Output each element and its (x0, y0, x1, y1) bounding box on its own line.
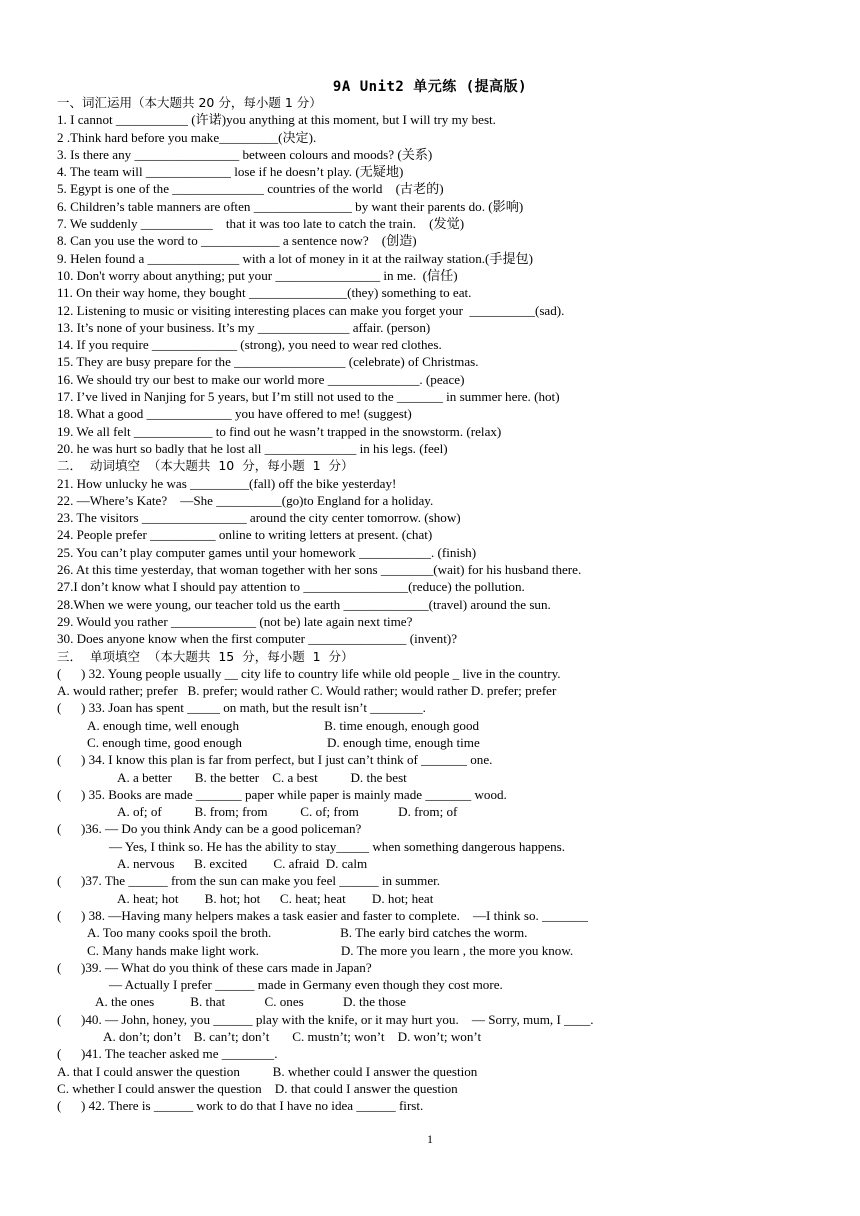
section-heading: 二． 动词填空 （本大题共 10 分，每小题 1 分） (57, 458, 354, 474)
question-line: 6. Children’s table manners are often _______________ by want their parents do. (影响) (57, 198, 524, 214)
question-line: A. of; of B. from; from C. of; from D. from; of (117, 804, 458, 820)
question-line: 12. Listening to music or visiting interesting places can make you forget your __________(sad). (57, 302, 565, 318)
question-line: 9. Helen found a ______________ with a lot of money in it at the railway station.(手提包) (57, 250, 534, 266)
question-line: 10. Don't worry about anything; put your ________________ in me. (信任) (57, 267, 458, 283)
question-line: 5. Egypt is one of the ______________ countries of the world (古老的) (57, 181, 444, 197)
question-line: 28.When we were young, our teacher told us the earth _____________(travel) around the sun. (57, 596, 551, 612)
question-line: 4. The team will _____________ lose if he doesn’t play. (无疑地) (57, 164, 404, 180)
exercise-body (57, 94, 847, 1115)
question-line: 23. The visitors ________________ around the city center tomorrow. (show) (57, 510, 461, 526)
question-line: ( ) 35. Books are made _______ paper while paper is mainly made _______ wood. (57, 786, 507, 802)
question-line: C. whether I could answer the question D. that could I answer the question (57, 1080, 458, 1096)
question-line: 11. On their way home, they bought _______________(they) something to eat. (57, 285, 472, 301)
question-line: — Actually I prefer ______ made in Germany even though they cost more. (109, 977, 503, 993)
question-line: ( )36. — Do you think Andy can be a good policeman? (57, 821, 362, 837)
question-line: 30. Does anyone know when the first computer _______________ (invent)? (57, 631, 458, 647)
question-line: A. heat; hot B. hot; hot C. heat; heat D. hot; heat (117, 890, 434, 906)
question-line: 8. Can you use the word to ____________ a sentence now? (创造) (57, 233, 417, 249)
question-line: 19. We all felt ____________ to find out he wasn’t trapped in the snowstorm. (relax) (57, 423, 502, 439)
question-line: 16. We should try our best to make our world more ______________. (peace) (57, 371, 465, 387)
question-line: A. enough time, well enough B. time enough, enough good (87, 717, 480, 733)
question-line: A. Too many cooks spoil the broth. B. The early bird catches the worm. (87, 925, 528, 941)
question-line: 21. How unlucky he was _________(fall) off the bike yesterday! (57, 475, 397, 491)
question-line: 15. They are busy prepare for the _________________ (celebrate) of Christmas. (57, 354, 479, 370)
question-line: C. Many hands make light work. D. The more you learn , the more you know. (87, 942, 574, 958)
question-line: C. enough time, good enough D. enough time, enough time (87, 734, 480, 750)
question-line: A. that I could answer the question B. whether could I answer the question (57, 1063, 478, 1079)
question-line: ( )41. The teacher asked me ________. (57, 1046, 278, 1062)
question-line: 26. At this time yesterday, that woman together with her sons ________(wait) for his husband there. (57, 562, 582, 578)
question-line: 7. We suddenly ___________ that it was too late to catch the train. (发觉) (57, 216, 465, 232)
question-line: ( )37. The ______ from the sun can make you feel ______ in summer. (57, 873, 441, 889)
question-line: ( )39. — What do you think of these cars made in Japan? (57, 959, 372, 975)
question-line: A. don’t; don’t B. can’t; don’t C. mustn’t; won’t D. won’t; won’t (103, 1029, 482, 1045)
question-line: A. the ones B. that C. ones D. the those (95, 994, 406, 1010)
question-line: 14. If you require _____________ (strong), you need to wear red clothes. (57, 337, 442, 353)
question-line: ( ) 38. —Having many helpers makes a task easier and faster to complete. —I think so. _______ (57, 907, 588, 923)
question-line: 22. —Where’s Kate? —She __________(go)to England for a holiday. (57, 492, 434, 508)
question-line: 27.I don’t know what I should pay attention to ________________(reduce) the pollution. (57, 579, 525, 595)
section-heading: 三． 单项填空 （本大题共 15 分，每小题 1 分） (57, 648, 354, 664)
question-line: 20. he was hurt so badly that he lost all ______________ in his legs. (feel) (57, 440, 448, 456)
question-line: 24. People prefer __________ online to writing letters at present. (chat) (57, 527, 433, 543)
question-line: 17. I’ve lived in Nanjing for 5 years, but I’m still not used to the _______ in summer here. (hot) (57, 389, 560, 405)
question-line: 3. Is there any ________________ between colours and moods? (关系) (57, 146, 433, 162)
question-line: ( ) 33. Joan has spent _____ on math, but the result isn’t ________. (57, 700, 426, 716)
section-heading: 一、词汇运用（本大题共 20 分，每小题 1 分） (57, 95, 322, 110)
question-line: ( ) 32. Young people usually __ city life to country life while old people _ live in the country. (57, 665, 561, 681)
question-line: A. would rather; prefer B. prefer; would rather C. Would rather; would rather D. prefer; prefer (57, 683, 557, 699)
question-line: ( )40. — John, honey, you ______ play with the knife, or it may hurt you. — Sorry, mum, I ____. (57, 1011, 594, 1027)
page-title: 9A Unit2 单元练 (提高版) (332, 79, 528, 95)
question-line: 1. I cannot ___________ (许诺)you anything at this moment, but I will try my best. (57, 112, 496, 128)
question-line: 25. You can’t play computer games until your homework ___________. (finish) (57, 544, 477, 560)
question-line: 13. It’s none of your business. It’s my ______________ affair. (person) (57, 319, 431, 335)
question-line: 2 .Think hard before you make_________(决定). (57, 129, 317, 145)
page-number: 1 (427, 1132, 433, 1146)
question-line: 18. What a good _____________ you have offered to me! (suggest) (57, 406, 412, 422)
question-line: A. nervous B. excited C. afraid D. calm (117, 856, 368, 872)
question-line: ( ) 34. I know this plan is far from perfect, but I just can’t think of _______ one. (57, 752, 493, 768)
question-line: ( ) 42. There is ______ work to do that I have no idea ______ first. (57, 1098, 424, 1114)
question-line: A. a better B. the better C. a best D. the best (117, 769, 407, 785)
question-line: — Yes, I think so. He has the ability to stay_____ when something dangerous happens. (109, 838, 566, 854)
question-line: 29. Would you rather _____________ (not be) late again next time? (57, 613, 413, 629)
